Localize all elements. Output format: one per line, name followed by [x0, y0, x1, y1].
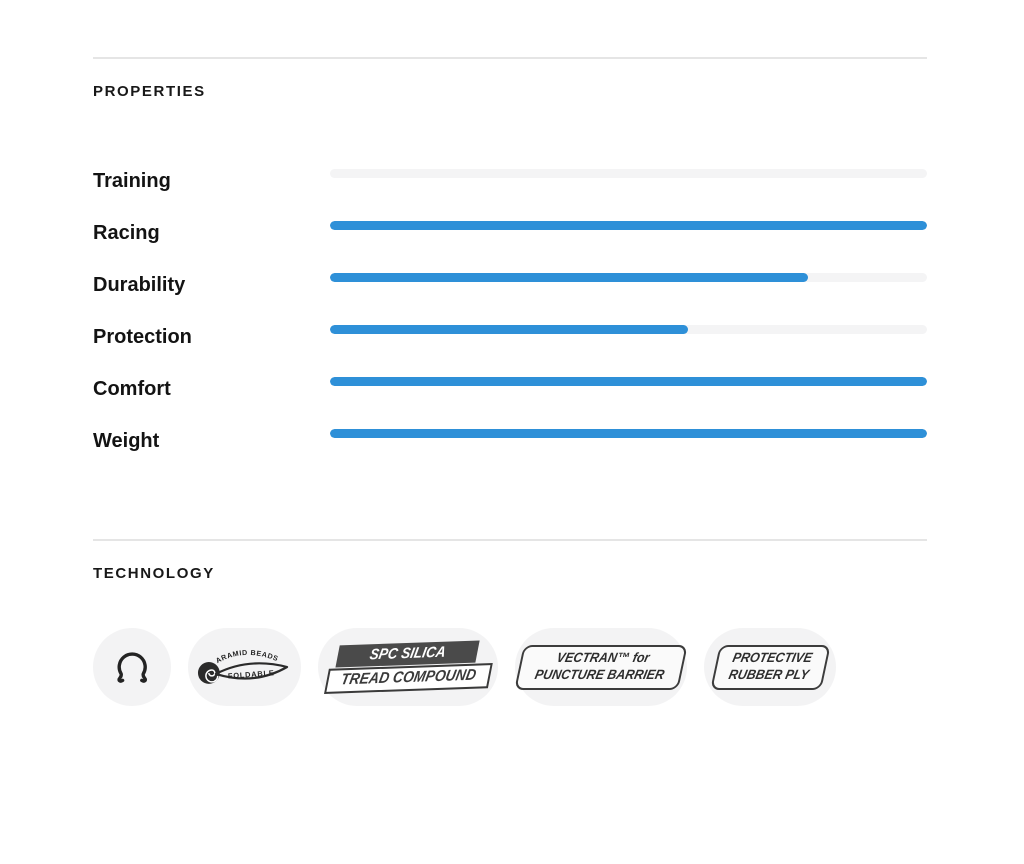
technology-badge-foldable-bead: [93, 628, 171, 706]
property-bar-fill: [330, 273, 808, 282]
aramid-beads-arc-text: ARAMID BEADS: [214, 648, 280, 666]
technology-badge-list: [93, 628, 927, 706]
vectran-line: VECTRAN™ for: [555, 649, 651, 665]
property-label: Training: [93, 169, 171, 192]
product-details-panel: [93, 57, 927, 706]
spc-silica-line: SPC SILICA: [336, 640, 480, 667]
section-divider: [93, 539, 927, 541]
vectran-puncture-barrier-logo: [514, 645, 688, 690]
spc-silica-tread-compound-logo: [325, 640, 490, 694]
property-bar-track: [330, 273, 927, 282]
property-bar-fill: [330, 429, 927, 438]
property-bar-fill: [330, 221, 927, 230]
property-row-weight: [93, 411, 927, 463]
section-divider: [93, 57, 927, 59]
technology-heading: TECHNOLOGY: [93, 565, 215, 582]
protective-rubber-ply-logo: [710, 645, 830, 690]
puncture-barrier-line: PUNCTURE BARRIER: [533, 666, 666, 682]
property-label: Weight: [93, 429, 160, 452]
technology-badge-spc-silica: [318, 628, 498, 706]
property-label: Durability: [93, 273, 186, 296]
property-row-comfort: [93, 359, 927, 411]
property-bar-track: [330, 169, 927, 178]
protective-line: PROTECTIVE: [730, 649, 814, 665]
tread-compound-line: TREAD COMPOUND: [324, 663, 493, 694]
properties-section: [93, 57, 927, 463]
property-label: Racing: [93, 221, 160, 244]
technology-badge-vectran: [515, 628, 687, 706]
property-bar-track: [330, 429, 927, 438]
property-row-training: [93, 151, 927, 203]
properties-heading: PROPERTIES: [93, 83, 206, 100]
property-bar-track: [330, 325, 927, 334]
folded-tire-icon: [108, 645, 156, 689]
property-bar-track: [330, 377, 927, 386]
property-bar-fill: [330, 377, 927, 386]
aramid-beads-foldable-logo: [195, 635, 294, 699]
technology-badge-rubber-ply: [704, 628, 836, 706]
technology-section: [93, 539, 927, 706]
property-row-durability: [93, 255, 927, 307]
property-bar-track: [330, 221, 927, 230]
property-row-racing: [93, 203, 927, 255]
technology-badge-aramid-beads-foldable: [188, 628, 301, 706]
foldable-text: FOLDABLE: [227, 668, 275, 681]
property-row-protection: [93, 307, 927, 359]
property-bar-fill: [330, 325, 688, 334]
svg-text:ARAMID BEADS: [215, 649, 280, 665]
property-label: Protection: [93, 325, 192, 348]
property-label: Comfort: [93, 377, 171, 400]
rubber-ply-line: RUBBER PLY: [726, 666, 811, 682]
properties-bar-list: [93, 151, 927, 463]
